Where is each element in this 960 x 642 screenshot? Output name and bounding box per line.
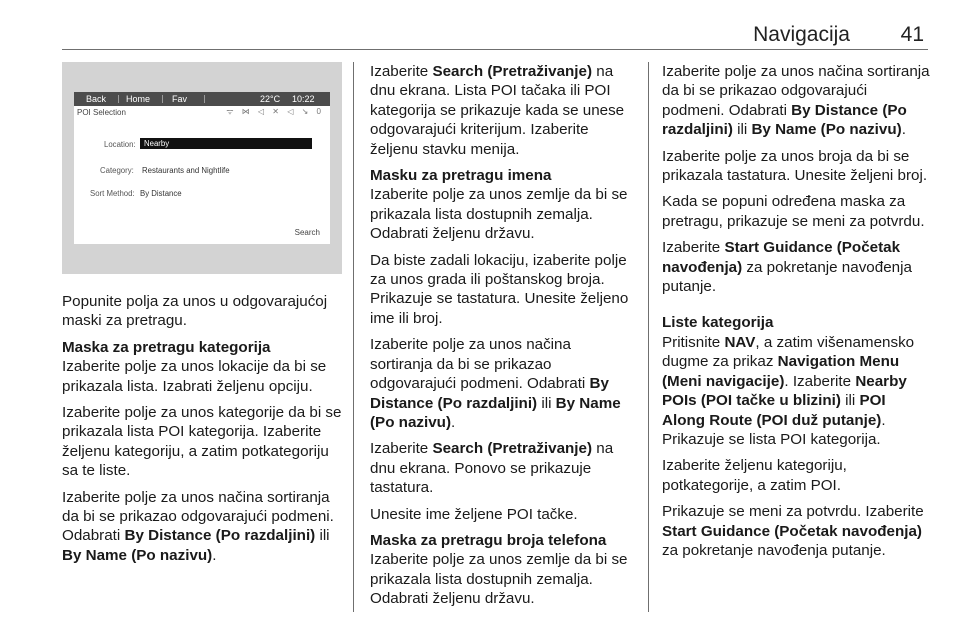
paragraph: Pritisnite NAV, a zatim višenamensko dugme za prikaz Navigation Menu (Meni navigacije). Izaberite Nearby POIs (POI tačke u blizini) ili POI Along Route (POI duž putanje). Prikazuje se lista POI kategorija. xyxy=(662,333,915,448)
paragraph: Izaberite polje za unos načina sortiranja da bi se prikazao odgovarajući podmeni. Odabrati By Distance (Po razdaljini) ili By Name (Po nazivu). xyxy=(62,488,334,564)
column-divider xyxy=(648,62,649,612)
paragraph: Da biste zadali lokaciju, izaberite polje za unos grada ili poštanskog broja. Prikazuje se tastatura. Unesite željeno ime ili broj. xyxy=(370,251,629,327)
subheading: Masku za pretragu imena xyxy=(370,167,552,185)
paragraph: Prikazuje se meni za potvrdu. Izaberite Start Guidance (Početak navođenja) za pokretanje navođenja putanje. xyxy=(662,503,924,559)
paragraph: Izaberite Search (Pretraživanje) na dnu ekrana. Ponovo se prikazuje tastatura. xyxy=(370,440,614,497)
page-number: 41 xyxy=(900,23,924,46)
location-value: Nearby xyxy=(144,139,170,148)
paragraph: Izaberite Search (Pretraživanje) na dnu ekrana. Lista POI tačaka ili POI kategorija se prikazuje kada se unese odgovarajući kriterijum. Izaberite željenu stavku menija. xyxy=(370,63,625,158)
paragraph: Unesite ime željene POI tačke. xyxy=(370,505,578,523)
column-divider xyxy=(353,62,354,612)
paragraph: Izaberite polje za unos zemlje da bi se prikazala lista dostupnih zemalja. Odabrati željenu državu. xyxy=(370,186,628,243)
home-button: Home xyxy=(126,94,151,104)
location-field xyxy=(140,138,312,149)
poi-selection-screen xyxy=(74,92,330,244)
category-value: Restaurants and Nightlife xyxy=(142,166,230,175)
subheading: Maska za pretragu broja telefona xyxy=(370,531,607,549)
screenshot-figure xyxy=(62,62,342,274)
page-header xyxy=(62,16,928,50)
paragraph: Izaberite polje za unos lokacije da bi se prikazala lista. Izabrati željenu opciju. xyxy=(62,358,327,395)
paragraph: Izaberite Start Guidance (Početak navođenja) za pokretanje navođenja putanje. xyxy=(662,239,912,296)
fav-button: Fav xyxy=(172,94,188,104)
clock-readout: 10:22 xyxy=(292,94,315,104)
sort-method-label: Sort Method: xyxy=(90,189,135,198)
section-title: Navigacija xyxy=(753,23,850,46)
sort-method-value: By Distance xyxy=(140,189,182,198)
paragraph: Izaberite polje za unos kategorije da bi se prikazala lista POI kategorija. Izaberite željenu kategoriju, a zatim potkategoriju sa te liste. xyxy=(62,404,342,480)
column-3 xyxy=(662,62,930,567)
paragraph: Popunite polja za unos u odgovarajućoj maski za pretragu. xyxy=(62,293,328,330)
search-button: Search xyxy=(294,228,320,237)
paragraph: Izaberite polje za unos načina sortiranja da bi se prikazao odgovarajući podmeni. Odabrati By Distance (Po razdaljini) ili By Name (Po nazivu). xyxy=(370,336,621,431)
subheading: Maska za pretragu kategorija xyxy=(62,338,271,356)
paragraph: Izaberite polje za unos broja da bi se prikazala tastatura. Unesite željeni broj. xyxy=(662,147,928,185)
column-1 xyxy=(62,62,342,572)
category-label: Category: xyxy=(100,166,134,175)
location-label: Location: xyxy=(104,140,136,149)
screen-top-bar xyxy=(74,92,330,106)
column-2 xyxy=(370,62,636,616)
status-icons: ᯤ ⋈ ◁ ✕ ◁ ↘ 0 xyxy=(226,107,324,116)
temperature-readout: 22°C xyxy=(260,94,281,104)
paragraph: Izaberite polje za unos zemlje da bi se prikazala lista dostupnih zemalja. Odabrati željenu državu. xyxy=(370,551,628,608)
subheading: Liste kategorija xyxy=(662,314,774,332)
paragraph: Kada se popuni određena maska za pretragu, prikazuje se meni za potvrdu. xyxy=(662,193,925,230)
back-button: Back xyxy=(86,94,107,104)
screen-subtitle: POI Selection xyxy=(77,108,126,117)
paragraph: Izaberite željenu kategoriju, potkategorije, a zatim POI. xyxy=(662,457,847,494)
paragraph: Izaberite polje za unos načina sortiranja da bi se prikazao odgovarajući podmeni. Odabrati By Distance (Po razdaljini) ili By Name (Po nazivu). xyxy=(662,63,930,139)
